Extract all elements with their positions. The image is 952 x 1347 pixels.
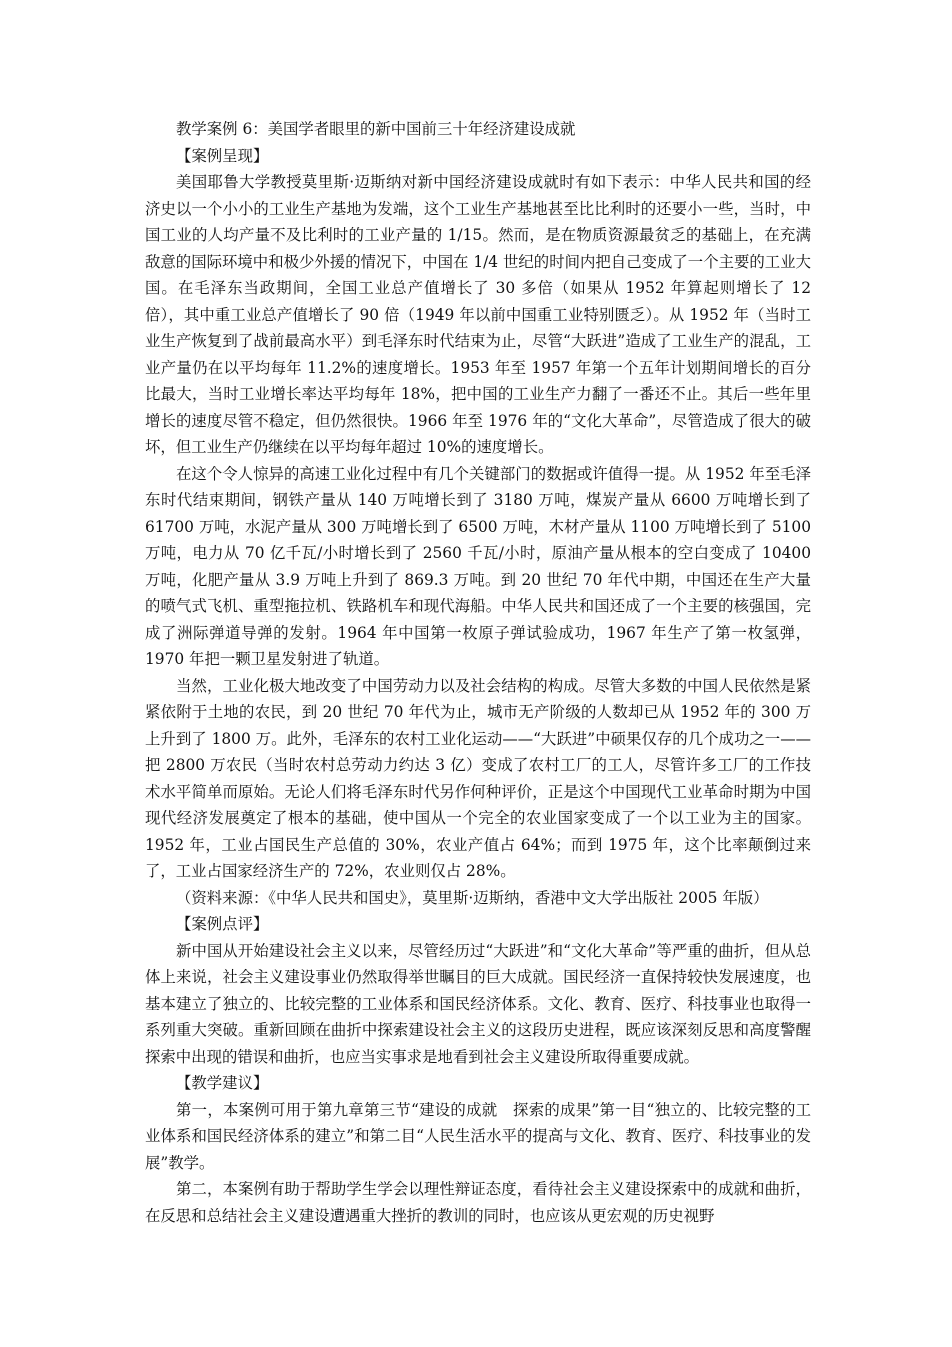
paragraph-suggest-1: 第一，本案例可用于第九章第三节“建设的成就 探索的成果”第一目“独立的、比较完整的工业体系和国民经济体系的建立”和第二目“人民生活水平的提高与文化、教育、医疗、科技事业的发展”教学。 — [145, 1100, 811, 1172]
section-heading-case-comment: 【案例点评】 — [176, 915, 269, 933]
section-heading-case-present: 【案例呈现】 — [176, 146, 269, 165]
paragraph-present-1: 美国耶鲁大学教授莫里斯·迈斯纳对新中国经济建设成就时有如下表示：中华人民共和国的经济史以一个小小的工业生产基地为发端，这个工业生产基地甚至比比利时的还要小一些，当时，中国工业的人均产量不及比利时的工业产量的 1/15。然而，是在物质资源最贫乏的基础上，在充满敌意的国际环境中和极少外援的情况下，中国在 1/4 世纪的时间内把自己变成了一个主要的工业大国。在毛泽东当政期间，全国工业总产值增长了 30 多倍（如果从 1952 年算起则增长了 12 倍），其中重工业总产值增长了 90 倍（1949 年以前中国重工业特别匮乏）。从 1952 年（当时工业生产恢复到了战前最高水平）到毛泽东时代结束为止，尽管“大跃进”造成了工业生产的混乱，工业产量仍在以平均每年 11.2%的速度增长。1953 年至 1957 年第一个五年计划期间增长的百分比最大，当时工业增长率达平均每年 18%，把中国的工业生产力翻了一番还不止。其后一些年里增长的速度尽管不稳定，但仍然很快。1966 年至 1976 年的“文化大革命”，尽管造成了很大的破坏，但工业生产仍继续在以平均每年超过 10%的速度增长。 — [145, 173, 811, 456]
paragraph-suggest-2: 第二，本案例有助于帮助学生学会以理性辩证态度，看待社会主义建设探索中的成就和曲折，在反思和总结社会主义建设遭遇重大挫折的教训的同时，也应该从更宏观的历史视野 — [145, 1180, 811, 1225]
paragraph-present-3: 当然，工业化极大地改变了中国劳动力以及社会结构的构成。尽管大多数的中国人民依然是紧紧依附于土地的农民，到 20 世纪 70 年代为止，城市无产阶级的人数却已从 1952 年的 300 万上升到了 1800 万。此外，毛泽东的农村工业化运动——“大跃进”中硕果仅存的几个成功之一——把 2800 万农民（当时农村总劳动力约达 3 亿）变成了农村工厂的工人，尽管许多工厂的工作技术水平简单而原始。无论人们将毛泽东时代另作何种评价，正是这个中国现代工业革命时期为中国现代经济发展奠定了根本的基础，使中国从一个完全的农业国家变成了一个以工业为主的国家。1952 年，工业占国民生产总值的 30%，农业产值占 64%；而到 1975 年，这个比率颠倒过来了，工业占国家经济生产的 72%，农业则仅占 28%。 — [145, 676, 811, 880]
paragraph-present-2: 在这个令人惊异的高速工业化过程中有几个关键部门的数据或许值得一提。从 1952 年至毛泽东时代结束期间，钢铁产量从 140 万吨增长到了 3180 万吨，煤炭产量从 6600 万吨增长到了 61700 万吨，水泥产量从 300 万吨增长到了 6500 万吨，木材产量从 1100 万吨增长到了 5100 万吨，电力从 70 亿千瓦/小时增长到了 2560 千瓦/小时，原油产量从根本的空白变成了 10400 万吨，化肥产量从 3.9 万吨上升到了 869.3 万吨。到 20 世纪 70 年代中期，中国还在生产大量的喷气式飞机、重型拖拉机、铁路机车和现代海船。中华人民共和国还成了一个主要的核强国，完成了洲际弹道导弹的发射。1964 年中国第一枚原子弹试验成功，1967 年生产了第一枚氢弹，1970 年把一颗卫星发射进了轨道。 — [145, 464, 811, 668]
paragraph-comment: 新中国从开始建设社会主义以来，尽管经历过“大跃进”和“文化大革命”等严重的曲折，但从总体上来说，社会主义建设事业仍然取得举世瞩目的巨大成就。国民经济一直保持较快发展速度，也基本建立了独立的、比较完整的工业体系和国民经济体系。文化、教育、医疗、科技事业也取得一系列重大突破。重新回顾在曲折中探索建设社会主义的这段历史进程，既应该深刻反思和高度警醒探索中出现的错误和曲折，也应当实事求是地看到社会主义建设所取得重要成就。 — [145, 941, 811, 1066]
section-heading-teaching-suggestion: 【教学建议】 — [176, 1074, 269, 1092]
document-title: 教学案例 6：美国学者眼里的新中国前三十年经济建设成就 — [176, 120, 576, 138]
document-page — [145, 116, 811, 1229]
source-note: （资料来源：《中华人民共和国史》，莫里斯·迈斯纳，香港中文大学出版社 2005 年版） — [176, 888, 769, 907]
